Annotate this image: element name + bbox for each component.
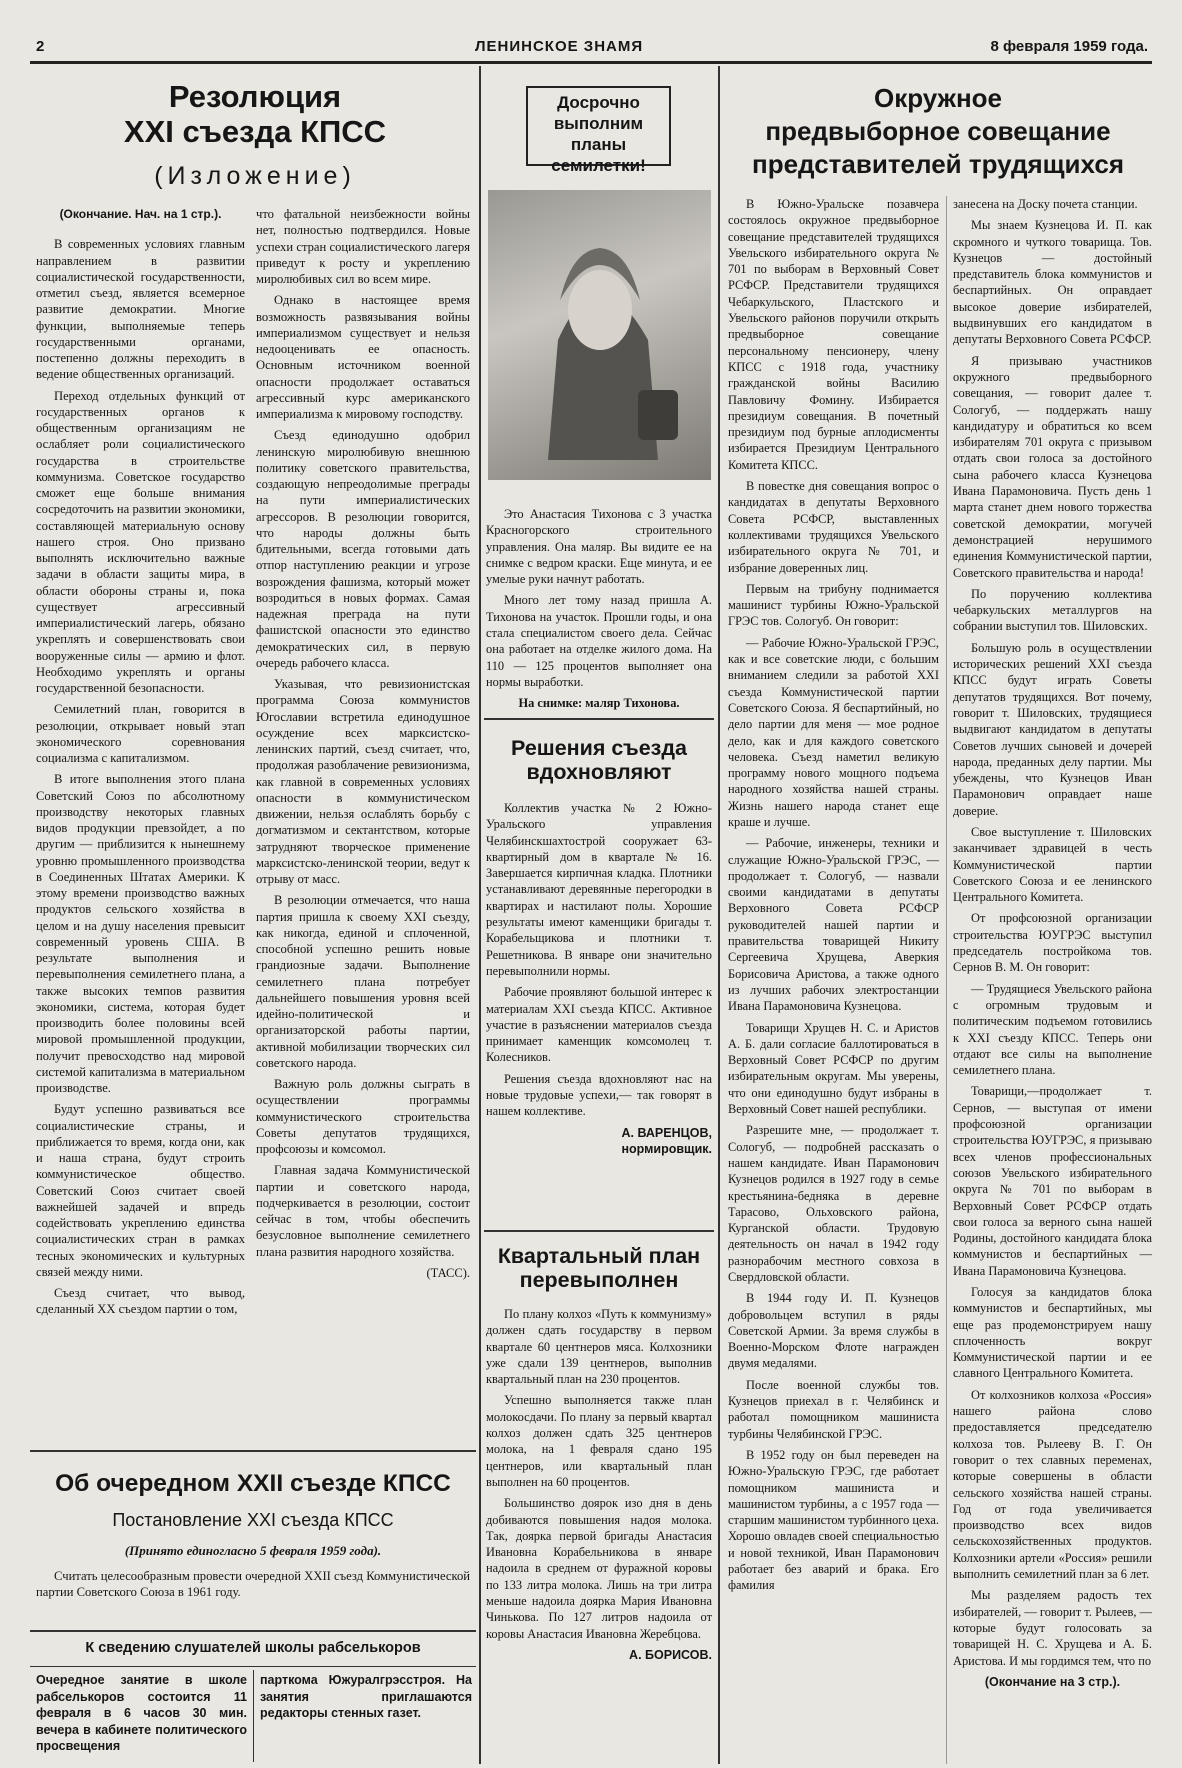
paragraph: В Южно-Уральске позавчера состоялось окружное предвыборное совещание представителей трудящихся Увельского избирательного округа № 701 по выборам в Верховный Совет РСФСР. Представители трудящихся Чебаркульского, Пластского и Увельского районов поручили открыть предвыборное совещание персональному пенсионеру, члену КПСС с 1918 года, участнику гражданской войны Василию Павловичу Фомину. Избирается президиум совещания. В почетный президиум под бурные аплодисменты избирается Президиум Центрального Комитета КПСС.: [728, 197, 939, 472]
article-body: [486, 1306, 712, 1766]
paragraph: Мы знаем Кузнецова И. П. как скромного и чуткого товарища. Тов. Кузнецов — достойный представитель блока коммунистов и беспартийных. Он оправдает высокое доверие избирателей, выдвинувших его кандидатом в депутаты Верховного Совета РСФСР.: [953, 218, 1152, 347]
photo-caption: [486, 506, 712, 711]
resolution-title-line2: XXI съезда КПСС: [123, 113, 387, 149]
rule: [30, 1630, 476, 1632]
notice-divider: [253, 1670, 254, 1762]
paragraph: Решения съезда вдохновляют нас на новые трудовые успехи,— так говорят в нашем коллективе.: [486, 1071, 712, 1119]
paragraph: Первым на трибуну поднимается машинист турбины Южно-Уральской ГРЭС тов. Сологуб. Он говорит:: [728, 581, 939, 629]
paragraph: От колхозников колхоза «Россия» нашего района слово предоставляется председателю колхоза тов. Рылееву В. Г. Он говорит о тех славных переменах, которые совершены в области сельского хозяйства нашей страны. Год от года увеличивается производство всех видов сельскохозяйственных продуктов. Колхозники артели «Россия» решили выполнить семилетний план за 6 лет.: [953, 1387, 1152, 1582]
meeting-title-line1: Окружное: [873, 83, 1003, 113]
paragraph: Рабочие проявляют большой интерес к материалам XXI съезда КПСС. Активное участие в разъяснении материалов съезда принимает каменщик комсомолец т. Колесников.: [486, 985, 712, 1065]
slogan-stamp: Досрочно выполним планы семилетки!: [526, 86, 671, 166]
paragraph: От профсоюзной организации строительства ЮУГРЭС выступил председатель постройкома тов. Сернов В. М. Он говорит:: [953, 911, 1152, 975]
congress-title: Об очередном XXII съезде КПСС: [55, 1470, 451, 1497]
notice-column-1: Очередное занятие в школе рабселькоров состоится 11 февраля в 6 часов 30 мин. вечера в кабинете политического просвещения: [36, 1673, 247, 1753]
paragraph: После военной службы тов. Кузнецов приехал в г. Челябинск и работал помощником машиниста турбины Челябинской ГРЭС.: [728, 1377, 939, 1441]
congress-adopted: (Принято единогласно 5 февраля 1959 года).: [124, 1543, 382, 1558]
caption-text: Это Анастасия Тихонова с 3 участка Красногорского строительного управления. Она маляр. Вы видите ее на снимке с ведром краски. Еще минута, и ее умелые руки начнут работать.: [486, 507, 712, 587]
page-number: 2: [36, 38, 45, 55]
congress-subtitle: Постановление XXI съезда КПСС: [112, 1510, 394, 1530]
author-signature: А. БОРИСОВ.: [629, 1647, 712, 1662]
article-body: [486, 800, 712, 1240]
meeting-title: [724, 82, 1152, 181]
page-header: [30, 36, 1152, 60]
paragraph: Товарищи,—продолжает т. Сернов, — выступая от имени профсоюзной организации строительства ЮУГРЭС, я призываю всех членов профессиональных союзов Увельского избирательного округа № 701 по выборам в Верховный Совет РСФСР отдать свои голоса за верного сына нашей Родины, достойного кандидата блока коммунистов и беспартийных — Ивана Парамоновича Кузнецова.: [953, 1084, 1152, 1278]
rule: [484, 718, 714, 720]
paragraph: Однако в настоящее время возможность развязывания войны империализмом существует и нельзя недооценивать ее опасность. Основным источником военной опасности продолжает оставаться агрессивный курс американского империализма к мировому господству.: [256, 293, 470, 421]
resolution-title-line1: Резолюция: [168, 79, 342, 114]
header-rule: [30, 61, 1152, 64]
paragraph: Семилетний план, говорится в резолюции, открывает новый этап экономического соревнования социализма с капитализмом.: [36, 702, 245, 765]
worker-photo: [488, 190, 711, 480]
resolution-column-1: [36, 206, 245, 1471]
paragraph: Съезд считает, что вывод, сделанный XX съездом партии о том,: [36, 1286, 245, 1317]
paragraph: Переход отдельных функций от государственных органов к общественным организациям не ослабляет роли социалистического государства в строительстве коммунизма. Советское государство сможет еще больше внимания сосредоточить на развитии экономики, составляющей материальную основу нашего строя. Оно призвано выполнять исключительно важные задачи в области защиты мира, в области обороны страны и, пока существует агрессивный империалистический лагерь, обязано укреплять и совершенствовать свои вооруженные силы — армию и флот. Необходимо укреплять и органы государственной безопасности.: [36, 388, 245, 695]
paragraph: Товарищи Хрущев Н. С. и Аристов А. Б. дали согласие баллотироваться в Верховный Совет РСФСР по другим избирательным округам. Мы уверены, что они единодушно будут избраны в Верховный Совет нашей республики.: [728, 1020, 939, 1117]
author-signature: А. ВАРЕНЦОВ,: [621, 1125, 712, 1140]
paragraph: Большинство доярок изо дня в день добиваются повышения надоя молока. Так, доярка первой бригады Анастасия Ивановна Корабельникова в январе надоила в среднем от фуражной коровы по 133 литра молока. Лишь на три литра меньше надоила доярка Мария Ивановна Чинькова. По 127 литров надоила от коровы Анастасия Ивановна Жеребцова.: [486, 1496, 712, 1641]
paragraph: Будут успешно развиваться все социалистические страны, и приближается то время, когда они, как и наша страна, будут строить коммунистическое общество. Советский Союз считает своей важнейшей задачей и впредь содействовать укреплению единства социалистических стран в рамках тесных экономических и культурных связей между ними.: [36, 1102, 245, 1279]
meeting-title-line3: представителей трудящихся: [752, 149, 1124, 179]
paragraph: Считать целесообразным провести очередной XXII съезд Коммунистической партии Советского Союза в 1961 году.: [36, 1569, 470, 1600]
article-title: Квартальный план перевыполнен: [497, 1244, 701, 1293]
paragraph: В резолюции отмечается, что наша партия пришла к своему XXI съезду, как никогда, единой и сплоченной, способной успешно решить новые грандиозные задачи. Выполнение семилетнего плана потребует дальнейшего повышения уровня всей идейно-политической и организаторской работы партии, активной мобилизации творческих сил советского народа.: [256, 893, 470, 1070]
notice-title: К сведению слушателей школы рабселькоров: [85, 1640, 421, 1656]
caption-text: Много лет тому назад пришла А. Тихонова на участок. Прошли годы, и она стала специалистом своего дела. Сейчас она работает на отделке жилого дома. На 110 — 125 процентов выполняет она нормы выработки.: [486, 593, 712, 689]
paragraph: В современных условиях главным направлением в развитии социалистической государственности, отметил съезд, является всемерное развитие демократии. Многие функции, выполняемые теперь государственными органами, постепенно должны переходить в ведение общественных организаций.: [36, 237, 245, 382]
paragraph: что фатальной неизбежности войны нет, полностью подтвердился. Новые успехи стран социалистического лагеря приведут к росту и укреплению миролюбивых сил во всем мире.: [256, 207, 470, 286]
continuation-note: (Окончание. Нач. на 1 стр.).: [59, 207, 222, 221]
newspaper-name: ЛЕНИНСКОЕ ЗНАМЯ: [475, 38, 644, 55]
paragraph: В 1944 году И. П. Кузнецов добровольцем вступил в ряды Советской Армии. За время службы в Военно-Морском Флоте награжден двумя медалями.: [728, 1291, 939, 1371]
notice-column-2: парткома Южуралгрэсстроя. На занятия приглашаются редакторы стенных газет.: [260, 1673, 472, 1720]
paragraph: занесена на Доску почета станции.: [953, 197, 1138, 211]
paragraph: — Рабочие, инженеры, техники и служащие Южно-Уральской ГРЭС, — продолжает т. Сологуб, — назвали своими кандидатами в депутаты Верховного Совета РСФСР руководителей нашей партии и правительства товарищей Никиту Сергеевича Хрущева, Аверкия Борисовича Аристова, а также одного из лучших рабочих электростанции Ивана Парамоновича Кузнецова.: [728, 836, 939, 1014]
column-rule-right: [718, 66, 720, 1764]
continued-note: (Окончание на 3 стр.).: [984, 1674, 1121, 1689]
issue-date: 8 февраля 1959 года.: [990, 38, 1148, 55]
paragraph: Мы разделяем радость тех избирателей, — говорит т. Рылеев, — которые будут голосовать за товарищей Н. С. Хрущева и А. Б. Аристова. И мы гордимся тем, что по: [953, 1588, 1152, 1668]
paragraph: Голосуя за кандидатов блока коммунистов и беспартийных, мы еще раз продемонстрируем нашу сплоченность вокруг Коммунистической партии и ее славного Центрального Комитета.: [953, 1285, 1152, 1381]
paragraph: Важную роль должны сыграть в осуществлении программы коммунистического строительства Советы депутатов трудящихся, профсоюзы и комсомол.: [256, 1077, 470, 1156]
column-rule-inner: [946, 196, 947, 1764]
paragraph: В повестке дня совещания вопрос о кандидатах в депутаты Верховного Совета РСФСР, выставленных коллективами трудящихся Увельского избирательного округа № 701, и избрание доверенных лиц.: [728, 479, 939, 575]
resolution-title: [40, 80, 470, 149]
paragraph: — Трудящиеся Увельского района с огромным трудовым и политическим подъемом готовились к XXI съезду КПСС. Теперь они отдают все силы на выполнение семилетнего плана.: [953, 981, 1152, 1078]
paragraph: Коллектив участка № 2 Южно-Уральского управления Челябинскшахтострой сооружает 63-квартирный дом в квартале № 16. Завершается кирпичная кладка. Плотники устанавливают деревянные перегородки в квартирах и настилают полы. Хорошие результаты имеют каменщики бригады т. Корабельщикова и плотники т. Решетникова. В январе они значительно перевыполнили нормы.: [486, 801, 712, 978]
resolution-subtitle: (Изложение): [154, 162, 356, 190]
paragraph: Свое выступление т. Шиловских заканчивает здравицей в честь Коммунистической партии Советского Союза и ее ленинского Центрального Комитета.: [953, 824, 1152, 905]
paragraph: В 1952 году он был переведен на Южно-Уральскую ГРЭС, где работает помощником машиниста и машинистом турбины, а с 1957 года — старшим машинистом турбинного цеха. Хорошо овладев своей специальностью и новой техникой, Иван Парамонович работает без аварий и брака. Его фамилия: [728, 1447, 939, 1593]
portrait-image: [488, 190, 711, 480]
paragraph: Указывая, что ревизионистская программа Союза коммунистов Югославии встретила единодушное осуждение всех марксистско-ленинских партий, съезд считает, что, продолжая разоблачение ревизионизма, как главной в современных условиях опасности в коммунистическом движении, нельзя ослаблять борьбу с догматизмом и сектантством, которые затрудняют творческое применение марксистско-ленинской теории, ведут к отрыву от масс.: [256, 677, 470, 886]
article-title: Решения съезда вдохновляют: [511, 736, 687, 785]
rule: [30, 1450, 476, 1452]
tass-credit: (ТАСС).: [426, 1265, 470, 1280]
paragraph: Главная задача Коммунистической партии и советского народа, подчеркивается в резолюции, состоит сейчас в том, чтобы обеспечить безусловное выполнение семилетнего плана развития народного хозяйства.: [256, 1163, 470, 1259]
rule: [484, 1230, 714, 1232]
paragraph: Большую роль в осуществлении исторических решений XXI съезда КПСС будут играть Советы депутатов трудящихся. Вот почему, говорит т. Шиловских, трудящиеся выдвигают кандидатом в депутаты Советов лучших сыновей и дочерей народа, преданных делу партии. Мы убеждены, что Кузнецов Иван Парамонович оправдает наше доверие.: [953, 640, 1152, 818]
resolution-column-2: [256, 206, 470, 1471]
paragraph: По поручению коллектива чебаркульских металлургов на собрании выступил тов. Шиловских.: [953, 586, 1152, 634]
rule: [30, 1666, 476, 1667]
paragraph: Успешно выполняется также план молокосдачи. По плану за первый квартал колхоз должен сдать 325 центнеров молока, на 1 февраля сдано 195 центнеров, или квартальный план выполнен на 60 процентов.: [486, 1393, 712, 1489]
paragraph: В итоге выполнения этого плана Советский Союз по абсолютному производству некоторых главных видов продукции превзойдет, а по другим — приблизится к нынешнему уровню промышленного производства в Соединенных Штатах Америки. К этому времени производство важных продуктов сельского хозяйства в целом и на душу населения превысит современный уровень США. В результате выполнения и перевыполнения семилетнего плана, а также высоких темпов развития экономики, система, которая будет производить более половины всей мировой промышленной продукции, получит превосходство над мировой системой капитализма в материальном производстве.: [36, 772, 245, 1095]
meeting-title-line2: предвыборное совещание: [765, 116, 1111, 146]
photo-label: На снимке: маляр Тихонова.: [518, 696, 680, 711]
paragraph: Я призываю участников окружного предвыборного совещания, — говорит далее т. Сологуб, — поддержать нашу кандидатуру и обратиться ко всем избирателям 701 округа с призывом отдать свои голоса за достойного сына рабочего класса Кузнецова Ивана Парамоновича. Пусть день 1 марта станет днем нового торжества советской демократии, могучей демонстрацией нерушимого единения Коммунистической партии, Советского правительства и народа!: [953, 353, 1152, 580]
paragraph: Съезд единодушно одобрил ленинскую миролюбивую внешнюю политику советского правительства, создающую непреодолимые преграды на пути империалистических агрессоров. В резолюции говорится, что народы должны быть бдительными, всегда готовыми дать отпор наступлению реакции и угрозе возрождения фашизма, который может возродиться в новых формах. Самая надежная преграда на пути фашистской опасности это единство демократических сил, в первую очередь рабочего класса.: [256, 428, 470, 670]
congress-body: [36, 1568, 470, 1608]
column-rule-left: [479, 66, 481, 1764]
paragraph: — Рабочие Южно-Уральской ГРЭС, как и все советские люди, с большим вниманием следили за работой XXI съезда Коммунистической партии Советского Союза. Я беспартийный, но дело партии для меня — мое родное дело, как и для каждого советского человека. Съезд наметил великую программу нового мощного подъема народного хозяйства нашей страны. Жизнь нашего народа станет еще краше и лучше.: [728, 635, 939, 829]
meeting-column-1: [728, 196, 939, 1764]
meeting-column-2: [953, 196, 1152, 1764]
author-role: нормировщик.: [621, 1141, 712, 1156]
paragraph: Разрешите мне, — продолжает т. Сологуб, — подробней рассказать о нашем кандидате. Иван Парамонович Кузнецов родился в 1927 году в семье крестьянина-бедняка в деревне Тарасово, Ольховского района, Курганской области. Трудовую деятельность он начал в 1942 году разнорабочим местного совхоза в Свердловской области.: [728, 1123, 939, 1284]
paragraph: По плану колхоз «Путь к коммунизму» должен сдать государству в первом квартале 60 центнеров мяса. Колхозники уже сдали 139 центнеров, выполнив квартальный план на 230 процентов.: [486, 1307, 712, 1387]
